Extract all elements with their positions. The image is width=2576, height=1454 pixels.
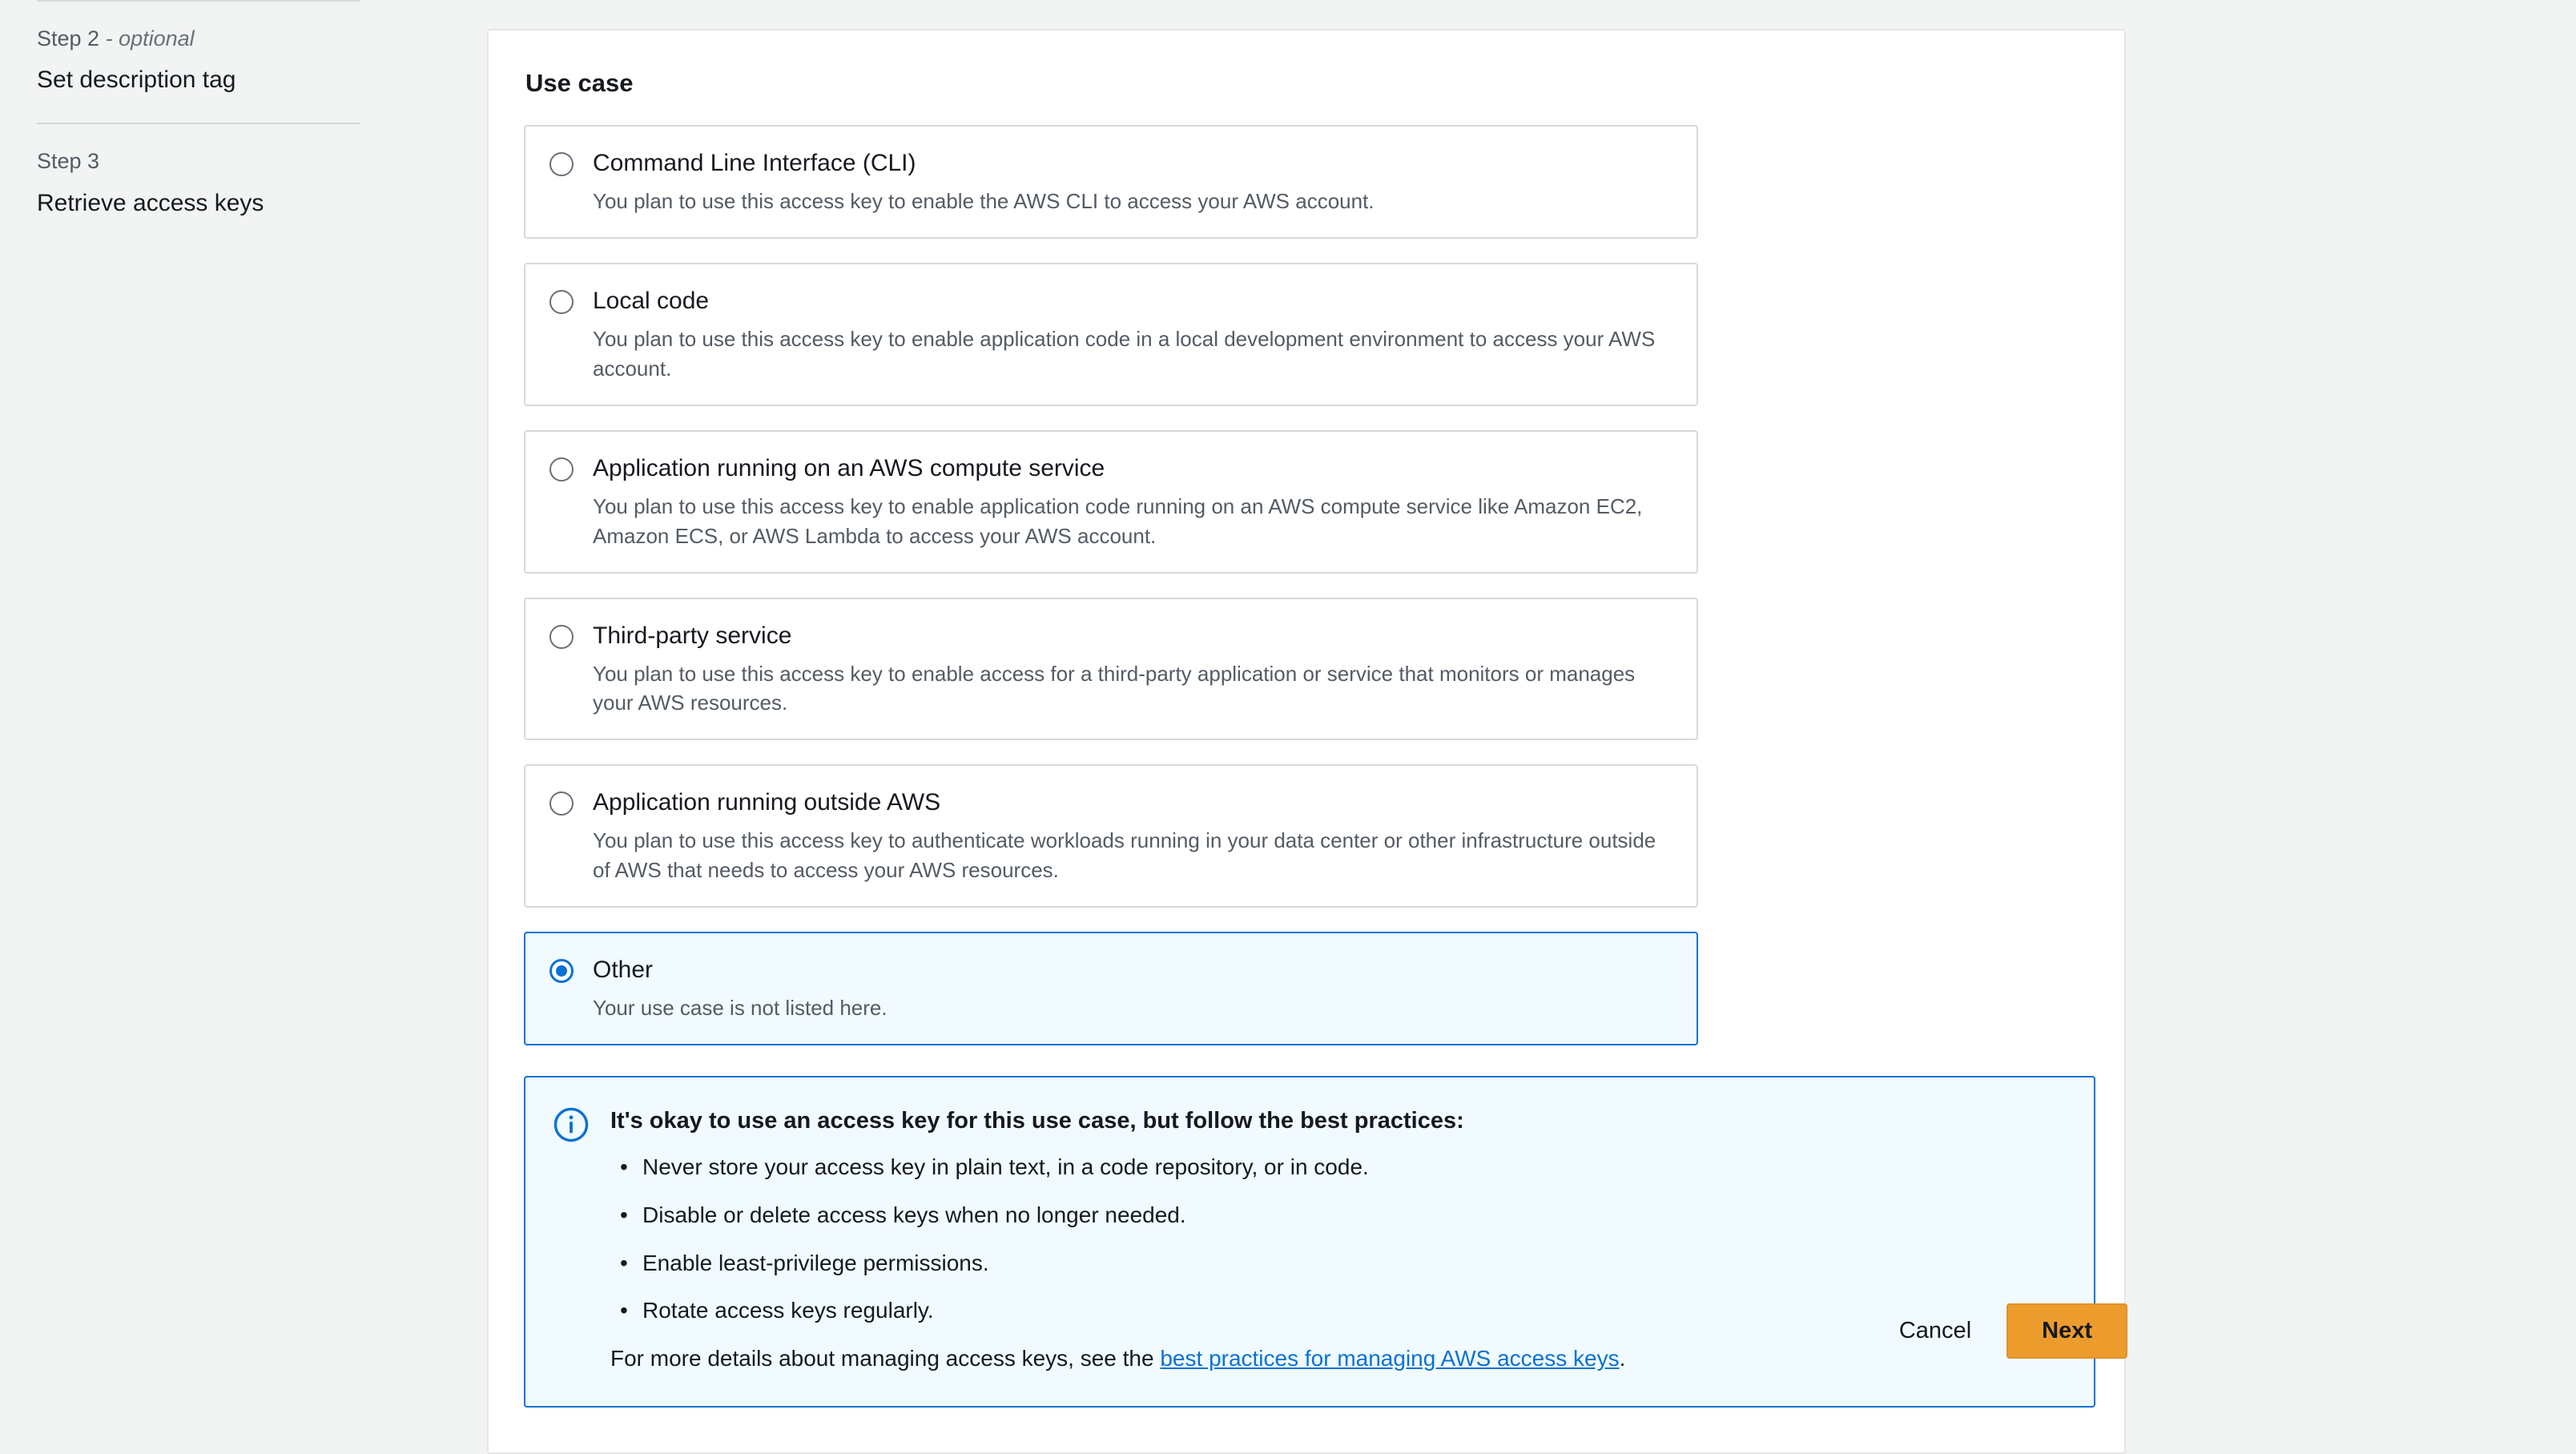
option-text-cli <box>593 147 1672 216</box>
option-text-outside-aws <box>593 787 1672 885</box>
radio-icon-third-party[interactable] <box>549 625 574 649</box>
option-desc-aws-compute: You plan to use this access key to enable application code running on an AWS compute service like Amazon EC2, Amazon ECS, or AWS Lambda to access your AWS account. <box>593 493 1643 548</box>
use-case-option-third-party[interactable] <box>524 598 1698 741</box>
radio-icon-outside-aws[interactable] <box>549 791 574 816</box>
step-2-label <box>37 24 444 53</box>
option-text-aws-compute <box>593 453 1672 551</box>
option-title-outside-aws: Application running outside AWS <box>593 789 941 816</box>
option-title-cli: Command Line Interface (CLI) <box>593 150 916 176</box>
radio-icon-aws-compute[interactable] <box>549 457 574 481</box>
step-2-optional-tag: - optional <box>105 26 195 50</box>
alert-bullet-list <box>610 1152 2065 1326</box>
alert-bullet-4: • Rotate access keys regularly. <box>642 1295 2065 1326</box>
option-text-local-code <box>593 285 1672 384</box>
step-2-number: Step 2 <box>37 26 100 50</box>
alert-footer-suffix: . <box>1619 1346 1626 1371</box>
alert-bullet-3: • Enable least-privilege permissions. <box>642 1248 2065 1279</box>
alert-footer-text <box>610 1343 2065 1374</box>
step-3-title: Retrieve access keys <box>37 189 264 216</box>
alert-heading: It's okay to use an access key for this use case, but follow the best practices: <box>610 1108 1464 1134</box>
step-3-label <box>37 147 444 175</box>
option-title-aws-compute: Application running on an AWS compute service <box>593 454 1105 481</box>
page-title: Use case <box>525 69 634 97</box>
option-desc-third-party: You plan to use this access key to enable access for a third-party application or service that monitors or manages your AWS resources. <box>593 661 1636 715</box>
alert-bullet-2: • Disable or delete access keys when no longer needed. <box>642 1200 2065 1230</box>
option-title-local-code: Local code <box>593 287 710 314</box>
option-title-third-party: Third-party service <box>593 622 792 649</box>
step-2-title: Set description tag <box>37 66 236 94</box>
option-text-third-party <box>593 620 1672 719</box>
alert-body <box>610 1105 2065 1374</box>
use-case-option-outside-aws[interactable] <box>524 764 1698 908</box>
option-title-other: Other <box>593 957 654 984</box>
use-case-option-other[interactable] <box>524 932 1698 1045</box>
wizard-step-3[interactable] <box>37 124 444 245</box>
step-3-number: Step 3 <box>37 149 100 174</box>
alert-bullet-1: • Never store your access key in plain text, in a code repository, or in code. <box>642 1152 2065 1182</box>
option-text-other <box>593 954 1672 1023</box>
radio-icon-cli[interactable] <box>549 152 574 176</box>
option-desc-outside-aws: You plan to use this access key to authenticate workloads running in your data center or other infrastructure outside of AWS that needs to access your AWS resources. <box>593 828 1656 883</box>
use-case-card <box>487 29 2126 1454</box>
radio-icon-local-code[interactable] <box>549 290 574 314</box>
option-desc-other: Your use case is not listed here. <box>593 996 888 1021</box>
radio-icon-other[interactable] <box>549 959 574 983</box>
best-practices-link[interactable]: best practices for managing AWS access keys <box>1160 1346 1620 1371</box>
cancel-button[interactable]: Cancel <box>1891 1305 1979 1357</box>
option-desc-local-code: You plan to use this access key to enable application code in a local development environment to access your AWS account. <box>593 326 1656 381</box>
alert-footer-prefix: For more details about managing access keys, see the <box>610 1346 1161 1371</box>
use-case-option-local-code[interactable] <box>524 263 1698 406</box>
option-desc-cli: You plan to use this access key to enable the AWS CLI to access your AWS account. <box>593 189 1375 213</box>
use-case-option-aws-compute[interactable] <box>524 430 1698 574</box>
info-icon <box>553 1106 590 1143</box>
best-practices-alert <box>524 1076 2095 1408</box>
use-case-option-cli[interactable] <box>524 125 1698 239</box>
wizard-step-2[interactable] <box>37 2 444 123</box>
wizard-step-rail <box>0 0 481 1383</box>
wizard-footer-actions <box>1891 1303 2127 1359</box>
next-button[interactable]: Next <box>2006 1303 2127 1359</box>
